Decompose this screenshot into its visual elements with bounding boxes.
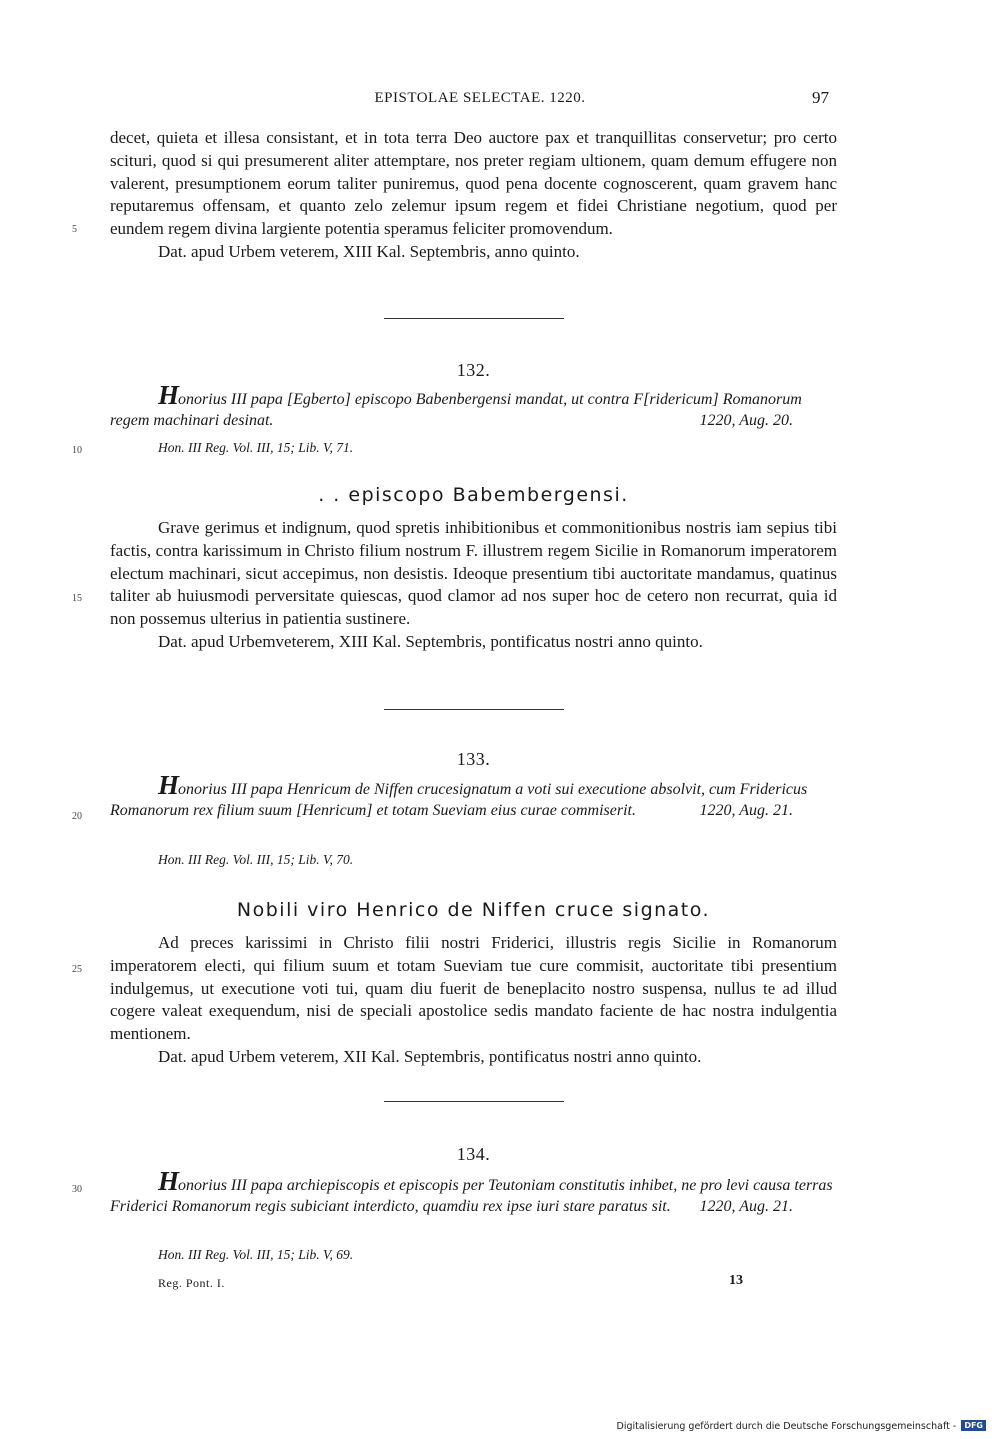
running-title: EPISTOLAE SELECTAE. 1220. [374, 90, 586, 106]
letter-132-number: 132. [456, 360, 491, 380]
top-letter-paragraph: decet, quieta et illesa consistant, et in tota terra Deo auctore pax et tranquillitas conservetur; pro certo scituri, quod si qui presumerent aliter attemptare, nos preter regiam ultionem, quam demum effugere non valerent, presumptionem eorum taliter puniremus, quod pena docente cognoscerent, quam gravem hanc reputaremus offensam, et quanto zelo zelemur ipsum regem et fidei Christiane negotium, quod per eundem regem divina largiente potentia speramus feliciter promovendum. [110, 128, 837, 239]
dfg-funding-note [617, 1420, 986, 1432]
letter-133-summary-text: onorius III papa Henricum de Niffen crucesignatum a voti sui executione absolvit, cum Fridericus Romanorum rex filium suum [Henricum] et totam Sueviam eius curae commiserit. [110, 781, 808, 819]
letter-134-summary [110, 1166, 837, 1217]
section-divider [384, 709, 564, 710]
letter-133-dat: Dat. apud Urbem veterem, XII Kal. Septembris, pontificatus nostri anno quinto. [158, 1046, 702, 1066]
letter-132-source: Hon. III Reg. Vol. III, 15; Lib. V, 71. [158, 440, 354, 455]
line-number-30: 30 [72, 1184, 82, 1195]
line-number-15: 15 [72, 593, 82, 604]
letter-132-body [110, 517, 837, 654]
letter-134-date: 1220, Aug. 21. [699, 1198, 793, 1215]
letter-134-number: 134. [456, 1144, 491, 1164]
line-number-25: 25 [72, 964, 82, 975]
letter-132-paragraph: Grave gerimus et indignum, quod spretis inhibitionibus et commonitionibus nostris iam sepius tibi factis, contra karissimum in Christo filium nostrum F. illustrem regem Sicilie in Romanorum imperatorem electum machinari, sicut accepimus, non desistis. Ideoque presentium tibi auctoritate mandamus, quatinus taliter ab huiusmodi perversitate quiescas, quod clamor ad nos super hoc de cetero non recurrat, quia id non possemus ulterius in patientia sustinere. [110, 518, 837, 629]
letter-132-summary-text: onorius III papa [Egberto] episcopo Babenbergensi mandat, ut contra F[ridericum] Romanorum regem machinari desinat. [110, 391, 802, 429]
footer-series: Reg. Pont. I. [158, 1276, 225, 1290]
letter-132-dat: Dat. apud Urbemveterem, XIII Kal. Septembris, pontificatus nostri anno quinto. [158, 631, 703, 651]
dfg-funding-text: Digitalisierung gefördert durch die Deutsche Forschungsgemeinschaft - [616, 1421, 957, 1432]
section-divider [384, 318, 564, 319]
letter-133-initial: H [158, 770, 179, 800]
page-number: 97 [812, 88, 829, 107]
top-letter [110, 127, 837, 264]
line-number-10: 10 [72, 445, 82, 456]
letter-133-source: Hon. III Reg. Vol. III, 15; Lib. V, 70. [158, 852, 354, 867]
letter-132-address: . . episcopo Babembergensi. [318, 484, 629, 506]
footer-signature: 13 [729, 1273, 743, 1288]
letter-132-summary [110, 380, 837, 431]
letter-133-summary [110, 770, 837, 821]
letter-133-body [110, 932, 837, 1069]
letter-132-initial: H [158, 380, 179, 410]
letter-133-date: 1220, Aug. 21. [699, 802, 793, 819]
letter-133-number: 133. [456, 749, 491, 769]
line-number-20: 20 [72, 811, 82, 822]
letter-133-paragraph: Ad preces karissimi in Christo filii nostri Friderici, illustris regis Sicilie in Romanorum imperatorem electi, qui filium suum et totam Sueviam tue cure commisit, auctoritate tibi presentium indulgemus, ut executione voti tui, quam diu fuerit de beneplacito nostro suspensa, nullus te ad illud cogere valeat exequendum, nisi de speciali apostolice sedis mandato faciente de hac nostra indulgentia mentionem. [110, 933, 837, 1044]
letter-132-date: 1220, Aug. 20. [699, 412, 793, 429]
section-divider [384, 1101, 564, 1102]
letter-134-summary-text: onorius III papa archiepiscopis et episcopis per Teutoniam constitutis inhibet, ne pro levi causa terras Friderici Romanorum regis subiciant interdicto, quamdiu rex ipse iuri stare paratus sit. [110, 1177, 833, 1215]
letter-133-address: Nobili viro Henrico de Niffen cruce signato. [236, 899, 711, 921]
top-letter-dat: Dat. apud Urbem veterem, XIII Kal. Septembris, anno quinto. [158, 241, 580, 261]
letter-134-source: Hon. III Reg. Vol. III, 15; Lib. V, 69. [158, 1247, 354, 1262]
dfg-logo-icon: DFG [961, 1420, 986, 1431]
letter-134-initial: H [158, 1166, 179, 1196]
line-number-5: 5 [72, 224, 77, 235]
